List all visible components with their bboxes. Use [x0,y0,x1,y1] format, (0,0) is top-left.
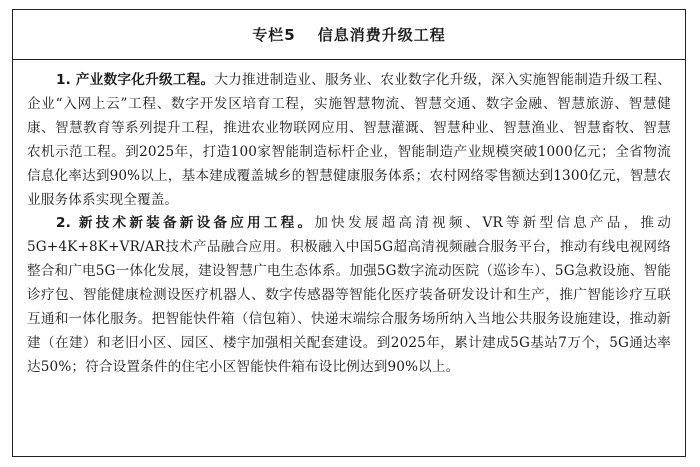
box-title-bar [13,10,685,60]
section-heading-1: 1. 产业数字化升级工程。 [56,72,215,88]
box-content [13,60,685,380]
box-title: 信息消费升级工程 [317,26,446,44]
feature-box [12,9,686,457]
box-label: 专栏5 [252,26,296,44]
section-heading-2: 2. 新技术新装备新设备应用工程。 [56,215,315,232]
section-paragraph-2 [27,212,671,379]
section-body-2: 加快发展超高清视频、VR等新型信息产品，推动5G+4K+8K+VR/AR技术产品融合应用。积极融入中国5G超高清视频融合服务平台，推动有线电视网络整合和广电5G一体化发展，建设智慧广电生态体系。加强5G数字流动医院（巡诊车）、5G急救设施、智能诊疗包、智能健康检测设医疗机器人、数字传感器等智能化医疗装备研发设计和生产，推广智能诊疗互联互通和一体化服务。把智能快件箱（信包箱）、快递末端综合服务场所纳入当地公共服务设施建设，推动新建（在建）和老旧小区、园区、楼宇加强相关配套建设。到2025年，累计建成5G基站7万个，5G通达率达50%；符合设置条件的住宅小区智能快件箱布设比例达到90%以上。 [27,215,671,375]
section-body-1: 大力推进制造业、服务业、农业数字化升级，深入实施智能制造升级工程、企业“入网上云”工程、数字开发区培育工程，实施智慧物流、智慧交通、数字金融、智慧旅游、智慧健康、智慧教育等系列提升工程，推进农业物联网应用、智慧灌溉、智慧种业、智慧渔业、智慧畜牧、智慧农机示范工程。到2025年，打造100家智能制造标杆企业，智能制造产业规模突破1000亿元；全省物流信息化率达到90%以上，基本建成覆盖城乡的智慧健康服务体系；农村网络零售额达到1300亿元，智慧农业服务体系实现全覆盖。 [27,72,671,208]
section-paragraph-1 [27,69,671,212]
